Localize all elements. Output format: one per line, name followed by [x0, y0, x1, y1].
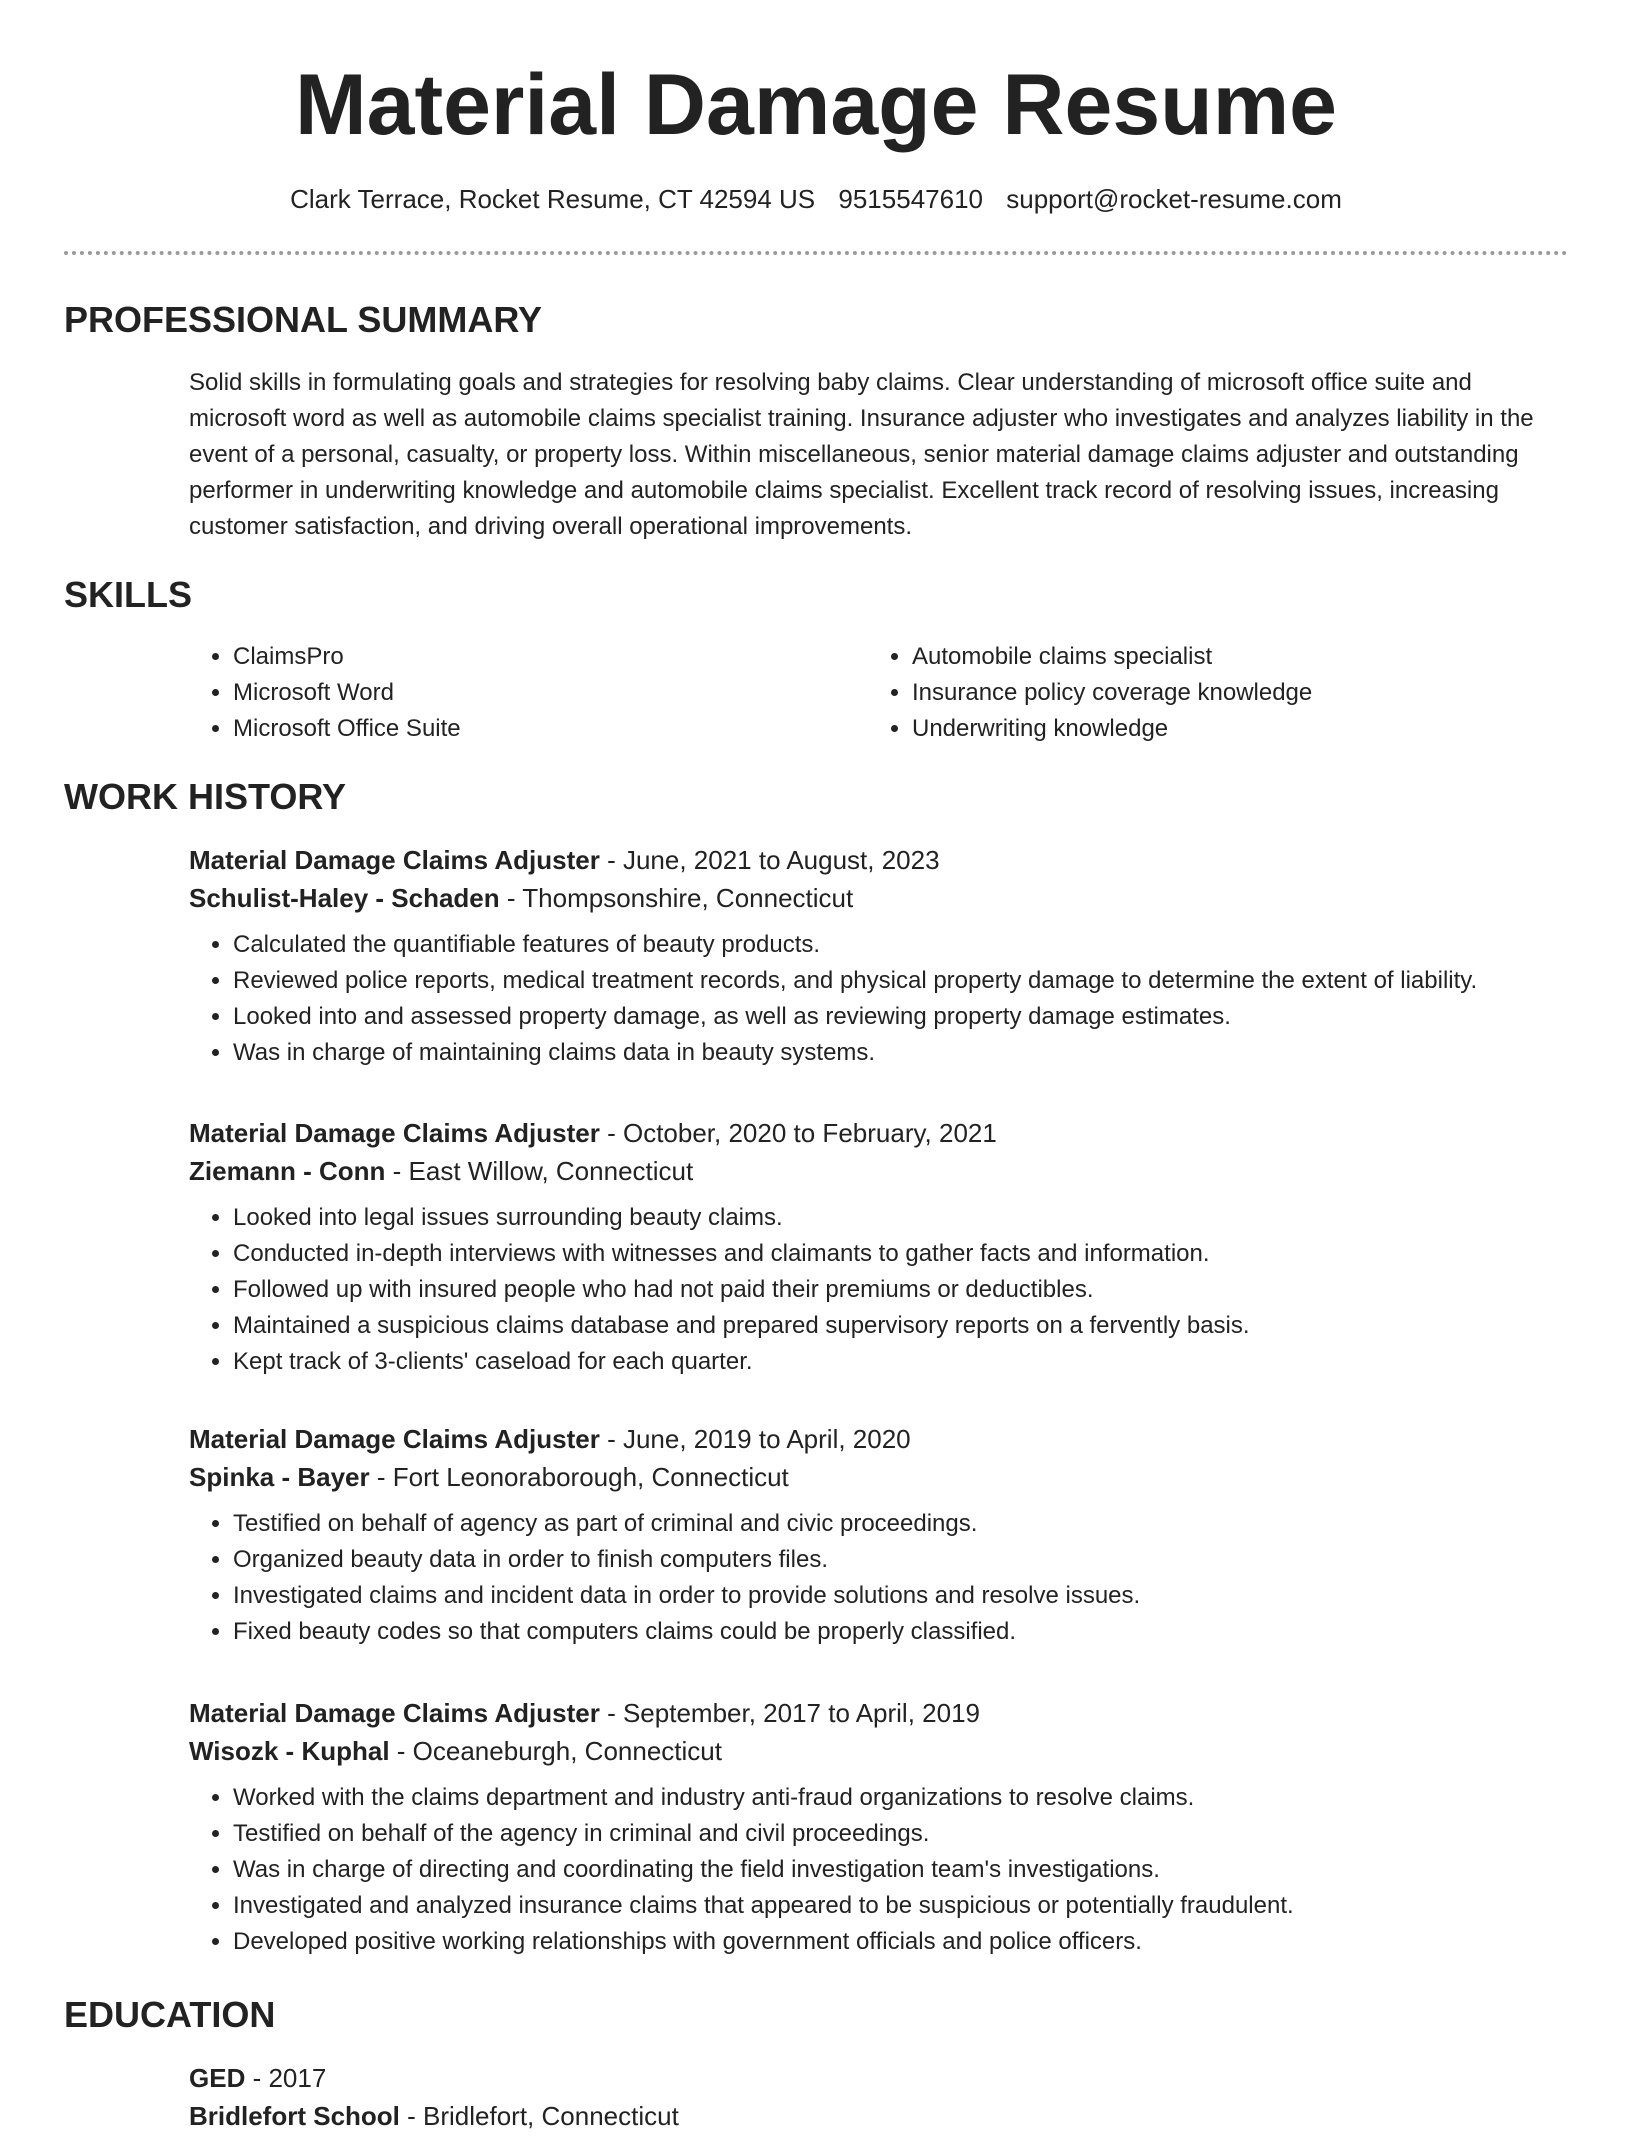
summary-section [189, 365, 1569, 545]
job-bullet: • Conducted in-depth interviews with witnesses and claimants to gather facts and information. [233, 1236, 1569, 1272]
contact-email: support@rocket-resume.com [1006, 184, 1342, 214]
education-school-line [189, 2097, 1569, 2135]
skill-item: • Automobile claims specialist [912, 639, 1312, 675]
contact-phone: 9515547610 [838, 184, 983, 214]
job-company-line [189, 1458, 1569, 1496]
job-bullet: • Kept track of 3-clients' caseload for each quarter. [233, 1344, 1569, 1380]
header-divider [64, 251, 1568, 255]
job-company: Wisozk - Kuphal [189, 1736, 390, 1766]
job-bullet: • Worked with the claims department and industry anti-fraud organizations to resolve claims. [233, 1780, 1569, 1816]
job-title-line [189, 1694, 1569, 1732]
job-bullet: • Fixed beauty codes so that computers claims could be properly classified. [233, 1614, 1569, 1650]
education-degree-line [189, 2059, 1569, 2097]
education-school: Bridlefort School [189, 2101, 400, 2131]
job-bullet: • Developed positive working relationships with government officials and police officers. [233, 1924, 1569, 1960]
job-title: Material Damage Claims Adjuster [189, 1424, 600, 1454]
contact-info [0, 182, 1632, 216]
summary-heading: PROFESSIONAL SUMMARY [64, 299, 543, 340]
job-company-line [189, 1732, 1569, 1770]
job-bullet: • Looked into and assessed property damage, as well as reviewing property damage estimates. [233, 999, 1569, 1035]
education-year: - 2017 [245, 2063, 327, 2093]
job-title: Material Damage Claims Adjuster [189, 1698, 600, 1728]
skills-section [189, 639, 1569, 749]
job-title: Material Damage Claims Adjuster [189, 1118, 600, 1148]
education-location: - Bridlefort, Connecticut [399, 2101, 679, 2131]
job-entry [189, 841, 1569, 1071]
job-bullet: • Testified on behalf of agency as part of criminal and civic proceedings. [233, 1506, 1569, 1542]
job-entry [189, 1694, 1569, 1960]
skills-heading: SKILLS [64, 574, 193, 615]
job-bullet: • Maintained a suspicious claims database and prepared supervisory reports on a fervently basis. [233, 1308, 1569, 1344]
job-bullet: • Looked into legal issues surrounding beauty claims. [233, 1200, 1569, 1236]
job-location: - Thompsonshire, Connecticut [499, 883, 854, 913]
job-bullet: • Investigated claims and incident data in order to provide solutions and resolve issues. [233, 1578, 1569, 1614]
job-location: - Fort Leonoraborough, Connecticut [369, 1462, 789, 1492]
work-history-heading: WORK HISTORY [64, 776, 347, 817]
job-dates: - September, 2017 to April, 2019 [599, 1698, 980, 1728]
education-entry [189, 2059, 1569, 2145]
job-location: - Oceaneburgh, Connecticut [389, 1736, 722, 1766]
job-bullets [189, 1780, 1569, 1960]
job-title-line [189, 841, 1569, 879]
job-bullet: • Was in charge of maintaining claims data in beauty systems. [233, 1035, 1569, 1071]
job-dates: - June, 2021 to August, 2023 [599, 845, 940, 875]
job-bullets [189, 1200, 1569, 1380]
job-company: Spinka - Bayer [189, 1462, 370, 1492]
job-bullet: • Investigated and analyzed insurance claims that appeared to be suspicious or potentially fraudulent. [233, 1888, 1569, 1924]
job-bullet: • Followed up with insured people who had not paid their premiums or deductibles. [233, 1272, 1569, 1308]
job-bullet: • Calculated the quantifiable features of beauty products. [233, 927, 1569, 963]
education-degree: GED [189, 2063, 246, 2093]
skills-column-left [189, 639, 461, 747]
summary-text: Solid skills in formulating goals and strategies for resolving baby claims. Clear understanding of microsoft office suite and microsoft word as well as automobile claims specialist training. Insurance adjuster who investigates and analyzes liability in the event of a personal, casualty, or property loss. Within miscellaneous, senior material damage claims adjuster and outstanding performer in underwriting knowledge and automobile claims specialist. Excellent track record of resolving issues, increasing customer satisfaction, and driving overall operational improvements. [189, 369, 1534, 540]
skill-item: • Microsoft Office Suite [233, 711, 461, 747]
job-company-line [189, 1152, 1569, 1190]
contact-address: Clark Terrace, Rocket Resume, CT 42594 US [290, 184, 816, 214]
skill-item: • Insurance policy coverage knowledge [912, 675, 1312, 711]
job-title-line [189, 1114, 1569, 1152]
job-title-line [189, 1420, 1569, 1458]
job-bullet: • Testified on behalf of the agency in criminal and civil proceedings. [233, 1816, 1569, 1852]
education-heading: EDUCATION [64, 1994, 276, 2035]
skill-item: • Microsoft Word [233, 675, 461, 711]
job-entry [189, 1114, 1569, 1380]
job-bullets [189, 1506, 1569, 1650]
job-bullet: • Organized beauty data in order to finish computers files. [233, 1542, 1569, 1578]
job-entry [189, 1420, 1569, 1650]
job-company: Ziemann - Conn [189, 1156, 386, 1186]
job-title: Material Damage Claims Adjuster [189, 845, 600, 875]
skill-item: • ClaimsPro [233, 639, 461, 675]
job-bullet: • Was in charge of directing and coordinating the field investigation team's investigations. [233, 1852, 1569, 1888]
skill-item: • Underwriting knowledge [912, 711, 1312, 747]
job-bullet: • Reviewed police reports, medical treatment records, and physical property damage to determine the extent of liability. [233, 963, 1569, 999]
resume-title: Material Damage Resume [295, 57, 1337, 153]
job-dates: - October, 2020 to February, 2021 [599, 1118, 997, 1148]
job-dates: - June, 2019 to April, 2020 [599, 1424, 911, 1454]
job-bullets [189, 927, 1569, 1071]
job-company: Schulist-Haley - Schaden [189, 883, 500, 913]
job-location: - East Willow, Connecticut [385, 1156, 694, 1186]
skills-column-right [868, 639, 1312, 747]
job-company-line [189, 879, 1569, 917]
